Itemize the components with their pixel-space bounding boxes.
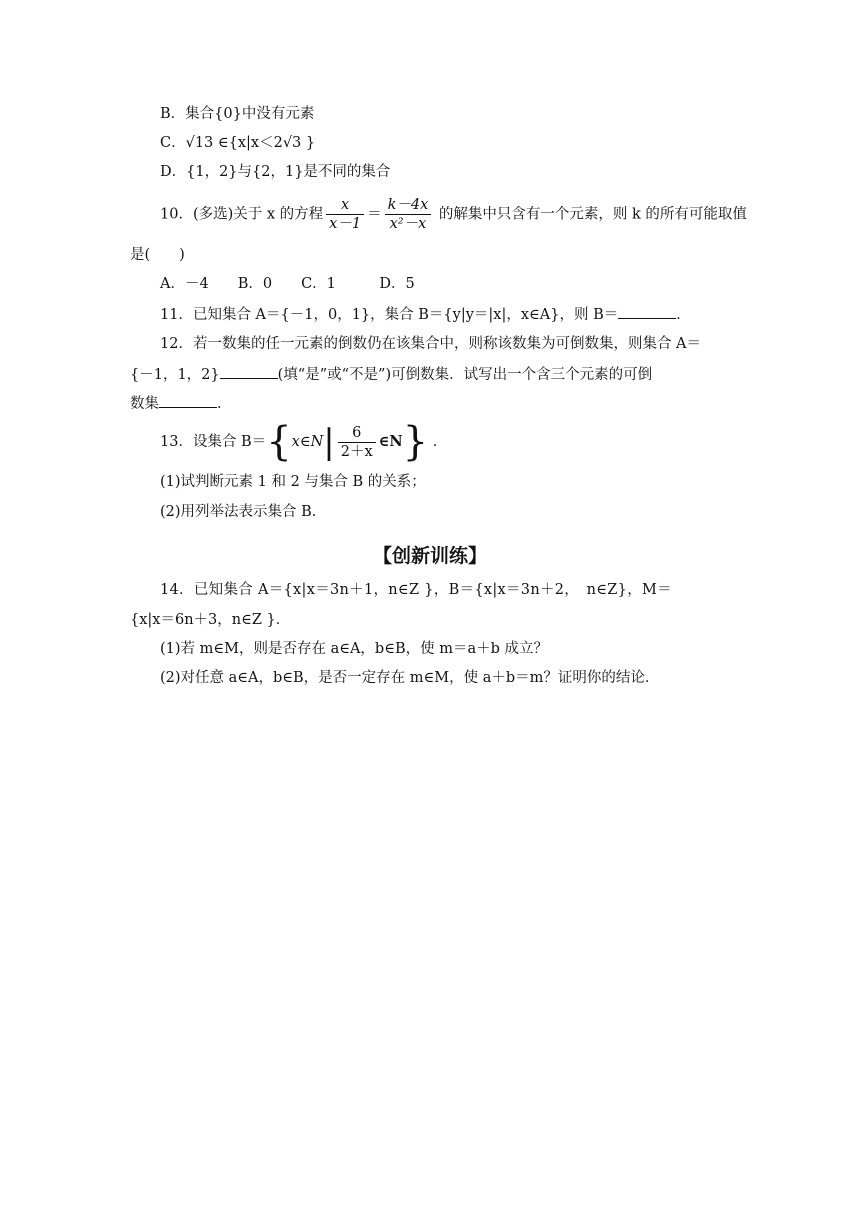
q10-lhs-numerator: x (341, 197, 350, 213)
q13-right-brace: } (402, 419, 429, 465)
q12-line3-post: ． (217, 396, 232, 412)
q10-lhs-fraction (326, 196, 364, 233)
q10-lhs-denominator: x－1 (326, 214, 364, 233)
q12-blank-1[interactable] (220, 364, 278, 379)
q11-answer-blank[interactable] (618, 304, 676, 319)
q13-sub1: (1)试判断元素 1 和 2 与集合 B 的关系； (160, 474, 426, 490)
q13-end: ． (432, 434, 448, 450)
q12-line3 (130, 393, 232, 414)
q14-line2: {x|x＝6n＋3，n∈Z }． (130, 612, 291, 628)
q10-line2: 是( ) (130, 247, 185, 263)
q13-left-brace: { (266, 419, 292, 465)
q10-options: A．－4 B．0 C．1 D．5 (160, 276, 415, 292)
q13-stem (160, 420, 447, 464)
q10-rhs-denominator: x²－x (385, 214, 432, 233)
q13-bar: | (323, 422, 335, 462)
q9-option-d: D．{1，2}与{2，1}是不同的集合 (160, 164, 391, 180)
q12-line2 (130, 364, 652, 385)
q11-end: ． (676, 307, 691, 323)
q12-line2-pre: {－1，1，2} (130, 367, 220, 383)
q11-text: 11．已知集合 A＝{－1，0，1}，集合 B＝{y|y＝|x|，x∈A}，则 B＝ (160, 307, 619, 323)
q10-rhs-fraction (385, 196, 432, 233)
q9-option-c: C．√13 ∈{x|x＜2√3 } (160, 135, 316, 151)
q13-sub2: (2)用列举法表示集合 B. (160, 504, 317, 520)
q11-stem (160, 304, 691, 325)
q13-frac-numerator: 6 (352, 424, 362, 441)
q10-intro: 10．(多选)关于 x 的方程 (160, 206, 324, 223)
q10-rhs-numerator: k－4x (387, 197, 429, 213)
q13-set-right: ∈N (378, 433, 403, 450)
q12-line3-pre: 数集 (130, 396, 159, 412)
q12-line1: 12．若一数集的任一元素的倒数仍在该集合中，则称该数集为可倒数集，则集合 A＝ (160, 336, 702, 352)
q14-sub2: (2)对任意 a∈A，b∈B，是否一定存在 m∈M，使 a＋b＝m？证明你的结论． (160, 670, 660, 686)
q13-set-left: x∈N (291, 434, 324, 450)
section-heading: 【创新训练】 (372, 545, 487, 567)
q14-sub1: (1)若 m∈M，则是否存在 a∈A，b∈B，使 m＝a＋b 成立？ (160, 641, 549, 657)
q13-frac-denominator: 2＋x (338, 442, 376, 461)
q10-tail: 的解集中只含有一个元素，则 k 的所有可能取值 (438, 206, 747, 223)
q14-line1: 14．已知集合 A＝{x|x＝3n＋1，n∈Z }，B＝{x|x＝3n＋2， n∈Z}，M＝ (160, 582, 672, 598)
q9-option-b: B．集合{0}中没有元素 (160, 106, 315, 122)
q13-fraction (338, 424, 376, 461)
q10-stem: 10．(多选)关于 x 的方程 $\frac{x}{x-1}$ ＝ $\frac{k-4x}{\text{x²－x}}$ 的解集中只含有一个元素，则 k 的所有可能取值 (160, 197, 747, 232)
q13-intro: 13．设集合 B＝ (160, 434, 267, 450)
q12-blank-2[interactable] (159, 393, 217, 408)
q12-line2-post: (填“是”或“不是”)可倒数集．试写出一个含三个元素的可倒 (277, 367, 653, 383)
